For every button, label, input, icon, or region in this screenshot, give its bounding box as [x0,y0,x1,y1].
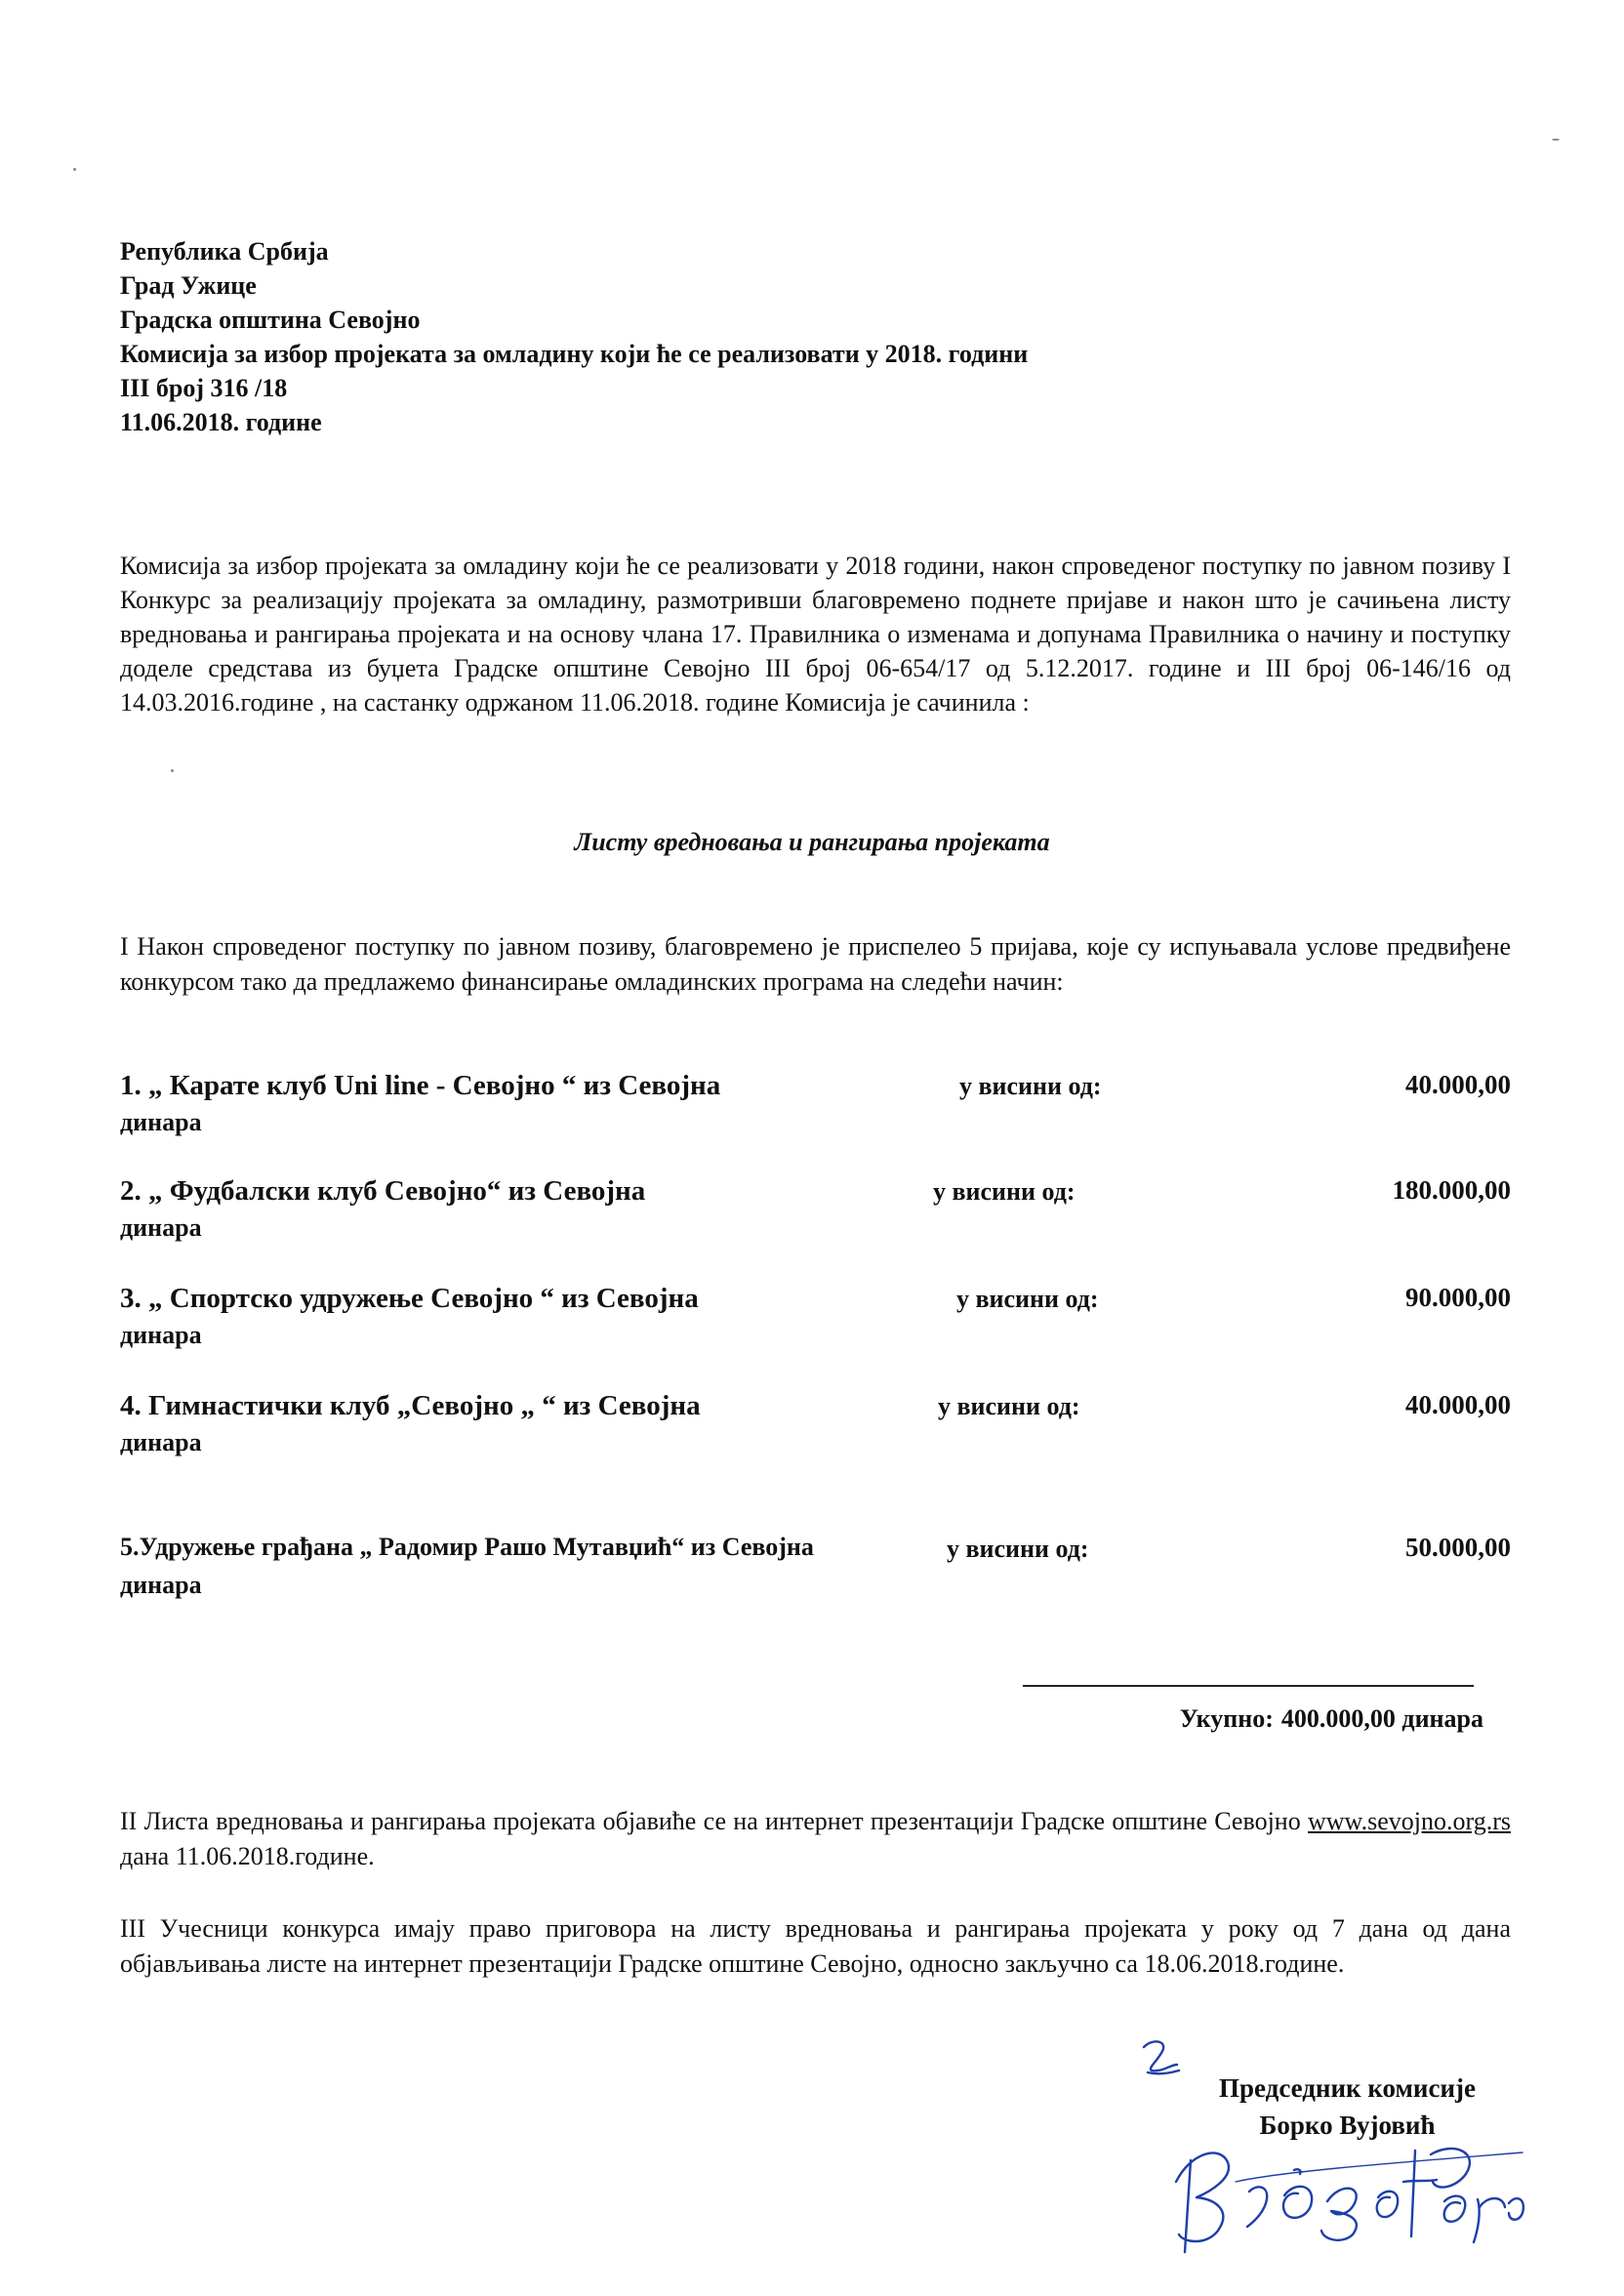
total-separator-line [1023,1685,1474,1687]
document-header [120,234,1028,439]
scan-speck [171,769,174,772]
section-two-date-text: дана 11.06.2018.године. [120,1842,375,1870]
section-two-text: II Листа вредновања и рангирања пројеката објавиће се на интернет презентацији Градске општине Севојно [120,1807,1308,1835]
header-city: Град Ужице [120,271,257,300]
intro-paragraph: Комисија за избор пројеката за омладину који ће се реализовати у 2018 години, након спроведеног поступку по јавном позиву I Конкурс за реализацију пројеката за омладину, размотривши благовремено поднете пријаве и након што је сачињена листу вредновања и рангирања пројеката и на основу члана 17. Правилника о изменама и допунама Правилника о начину и поступку доделе средстава из буџета Градске општине Севојно III број 06-654/17 од 5.12.2017. године и III број 06-146/16 од 14.03.2016.године , на састанку одржаном 11.06.2018. године Комисија је сачинила : [120,552,1511,717]
total-label: Укупно: [1179,1704,1274,1733]
website-link[interactable]: www.sevojno.org.rs [1308,1807,1511,1835]
funding-item-4 [120,1390,1511,1468]
item-name: 5.Удружење грађана „ Радомир Рашо Мутавџић“ из Севојна [120,1533,814,1561]
header-commission: Комисија за избор пројеката за омладину који ће се реализовати у 2018. години [120,340,1029,368]
item-name: 3. „ Спортско удружење Севојно “ из Севојна [120,1283,699,1314]
signature-title: Председник комисије [1219,2073,1476,2103]
header-municipality: Градска општина Севојно [120,306,421,334]
item-currency: динара [120,1571,202,1599]
item-amount-label: у висини од: [933,1177,1076,1206]
item-name: 1. „ Карате клуб Uni line - Севојно “ из Севојна [120,1070,721,1101]
header-date: 11.06.2018. године [120,408,322,436]
scan-speck [1552,139,1560,141]
item-amount: 50.000,00 [1405,1533,1511,1562]
item-name: 2. „ Фудбалски клуб Севојно“ из Севојна [120,1175,646,1207]
item-amount: 180.000,00 [1392,1175,1511,1205]
item-amount-label: у висини од: [938,1392,1080,1420]
funding-item-1 [120,1070,1511,1148]
item-currency: динара [120,1428,202,1456]
section-one-paragraph: I Након спроведеног поступку по јавном позиву, благовремено је приспелео 5 пријава, које су испуњавала услове предвиђене конкурсом тако да предлажемо финансирање омладинских програма на следећи начин: [120,932,1511,996]
item-amount-label: у висини од: [959,1072,1102,1100]
funding-item-5 [120,1533,1511,1611]
item-amount: 40.000,00 [1405,1390,1511,1419]
item-name: 4. Гимнастички клуб „Севојно „ “ из Севојна [120,1390,701,1421]
item-amount: 90.000,00 [1405,1283,1511,1312]
scan-speck [73,168,76,171]
list-title: Листу вредновања и рангирања пројеката [574,828,1050,856]
funding-item-3 [120,1283,1511,1361]
header-reference-number: III број 316 /18 [120,374,288,402]
item-amount-label: у висини од: [947,1535,1089,1563]
header-country: Република Србија [120,237,329,266]
item-currency: динара [120,1321,202,1349]
funding-item-2 [120,1175,1511,1253]
item-amount: 40.000,00 [1405,1070,1511,1099]
total-value: 400.000,00 динара [1280,1704,1483,1733]
section-two-paragraph [120,1804,1511,1874]
item-currency: динара [120,1108,202,1136]
total-row [1180,1704,1483,1734]
handwritten-signature [1122,2035,1532,2260]
item-currency: динара [120,1213,202,1242]
signature-name: Борко Вујовић [1259,2111,1436,2140]
item-amount-label: у висини од: [956,1285,1099,1313]
section-three-paragraph: III Учесници конкурса имају право приговора на листу вредновања и рангирања пројеката у року од 7 дана од дана објављивања листе на интернет презентацији Градске општине Севојно, односно закључно са 18.06.2018.године. [120,1914,1511,1978]
